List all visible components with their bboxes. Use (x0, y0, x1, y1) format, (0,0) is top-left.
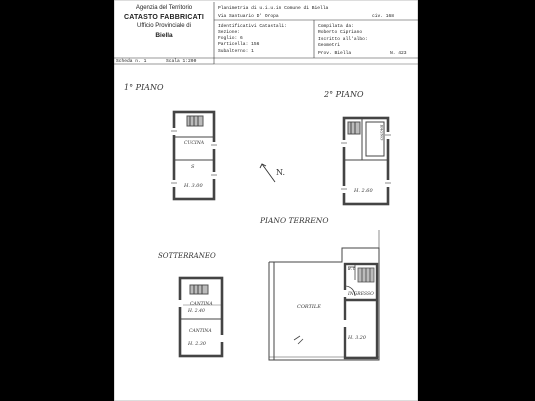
ground-floor-title: PIANO TERRENO (260, 216, 329, 225)
second-floor-title: 2° PIANO (324, 90, 364, 99)
registration-number: N. 423 (390, 51, 407, 56)
cellar2-label: CANTINA (189, 329, 212, 334)
compilata-label: Compilata da: (318, 24, 354, 29)
cadastral-sheet (114, 0, 418, 401)
civic-number: civ. 168 (372, 14, 395, 19)
wc-label: W.C (348, 268, 356, 272)
office-city: Biella (155, 32, 173, 39)
north-label: N. (276, 168, 286, 177)
kitchen-label: CUCINA (184, 141, 205, 146)
height-first-floor: H. 3.00 (184, 183, 203, 189)
north-arrow (260, 164, 275, 182)
address: Via Santuario D' Oropa (218, 14, 279, 19)
scheda-number: Scheda n. 1 (116, 59, 147, 64)
room-s-label: S (191, 164, 195, 170)
albo: Geometri (318, 43, 341, 48)
height-basement: H. 2.30 (188, 342, 206, 347)
catasto-title: CATASTO FABBRICATI (123, 14, 205, 21)
office-line: Ufficio Provinciale di (137, 23, 191, 29)
particella: Particella: 156 (218, 42, 260, 47)
height-cellar: H. 2.40 (188, 309, 205, 314)
foglio: Foglio: 6 (218, 36, 243, 41)
planimetria-title: Planimetria di u.i.u.in Comune di Biella (218, 6, 329, 11)
height-ground-floor: H. 3.20 (348, 336, 366, 341)
courtyard-label: CORTILE (297, 304, 321, 310)
plan-drawing (114, 0, 418, 401)
height-second-floor: H. 2.60 (354, 188, 373, 194)
cellar-label: CANTINA (190, 302, 213, 307)
provincia: Prov. Biella (318, 51, 352, 56)
identificativi-label: Identificativi Catastali: (218, 24, 287, 29)
iscritto-label: Iscritto all'albo: (318, 37, 368, 42)
sezione: Sezione: (218, 30, 241, 35)
agency-name: Agenzia del Territorio (135, 5, 193, 11)
entrance-label: INGRESSO (348, 292, 374, 297)
subalterno: Subalterno: 1 (218, 49, 254, 54)
compilatore: Roberto Cipriano (318, 30, 363, 35)
first-floor-title: 1° PIANO (124, 83, 164, 92)
bathroom-label: BAGNO (379, 124, 385, 141)
basement-title: SOTTERRANEO (158, 252, 216, 260)
scale: Scala 1:200 (166, 59, 197, 64)
